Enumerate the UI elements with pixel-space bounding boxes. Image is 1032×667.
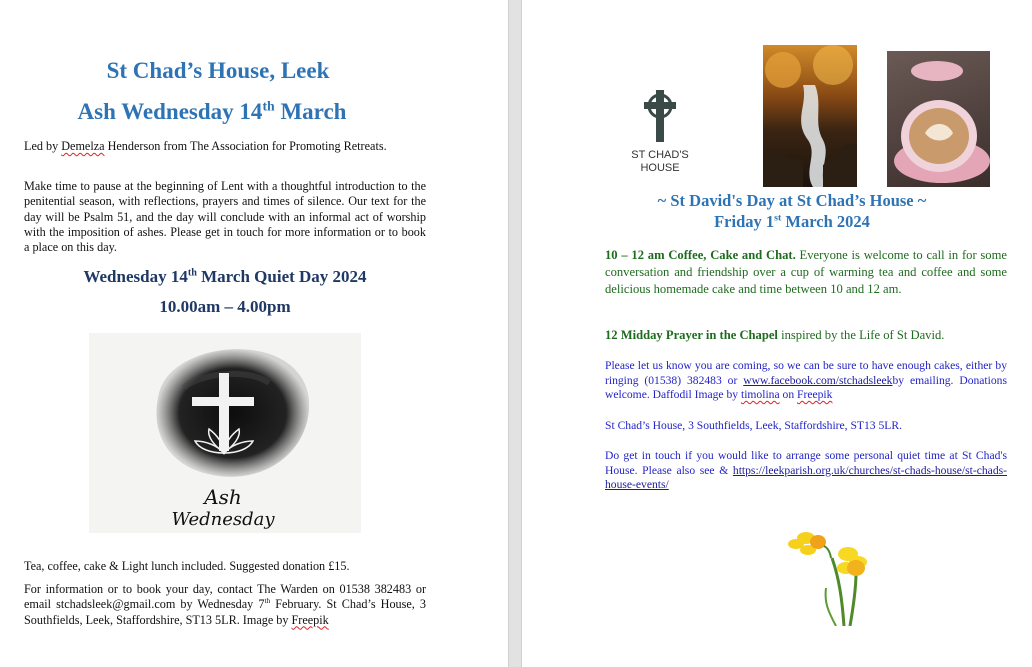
coffee-photo <box>887 51 990 187</box>
st-chads-logo <box>620 86 700 178</box>
quiet-day-time: 10.00am – 4.00pm <box>159 297 291 316</box>
waterfall-photo <box>763 45 857 187</box>
quiet-time-paragraph: Do get in touch if you would like to arrange some personal quiet time at St Chad's House. Please also see & https://leekparish.org.uk/churches/st-chads-house/st-chads-house-events/ <box>605 449 1007 491</box>
right-page <box>522 0 1032 667</box>
page-gutter <box>508 0 522 667</box>
left-title-line2: Ash Wednesday 14th March <box>77 98 347 124</box>
quiet-day-heading: Wednesday 14th March Quiet Day 2024 <box>83 267 367 286</box>
address-line: St Chad’s House, 3 Southfields, Leek, Staffordshire, ST13 5LR. <box>605 419 903 432</box>
left-title-line1: St Chad’s House, Leek <box>106 58 330 83</box>
facebook-link[interactable]: www.facebook.com/stchadsleek <box>743 373 893 387</box>
wednesday-text: Wednesday <box>171 509 275 530</box>
ash-wednesday-image <box>89 333 361 533</box>
contact-paragraph: Please let us know you are coming, so we can be sure to have enough cakes, either by ringing (01538) 382483 or www.facebook.com/stchadsleekby emailing. Donations welcome. Daffodil Image by timolina on Freepik <box>605 359 1007 401</box>
refreshments-line: Tea, coffee, cake & Light lunch included. Suggested donation £15. <box>24 559 350 573</box>
left-page <box>0 0 508 667</box>
booking-paragraph: For information or to book your day, contact The Warden on 01538 382483 or email stchadsleek@gmail.com by Wednesday 7th February. St Chad’s House, 3 Southfields, Leek, Staffordshire, ST13 5LR. Image by Freepik <box>24 582 426 627</box>
right-title-line1: ~ St David's Day at St Chad’s House ~ <box>657 191 927 210</box>
celtic-cross-icon <box>620 86 700 178</box>
ash-cross-illustration <box>89 333 361 533</box>
daffodil-image <box>784 518 884 626</box>
logo-text-line1: ST CHAD'S <box>631 149 689 161</box>
coffee-chat-paragraph: 10 – 12 am Coffee, Cake and Chat. Everyone is welcome to call in for some conversation and friendship over a cup of warming tea and coffee and some delicious homemade cake and time between 10 and 12 am. <box>605 248 1007 296</box>
ash-text: Ash <box>204 485 242 509</box>
logo-text-line2: HOUSE <box>640 162 680 174</box>
right-title-line2: Friday 1st March 2024 <box>714 212 870 231</box>
midday-prayer-paragraph: 12 Midday Prayer in the Chapel inspired by the Life of St David. <box>605 328 945 342</box>
leekparish-link[interactable]: https://leekparish.org.uk/churches/st-chads-house/st-chads-house-events/ <box>605 463 1007 491</box>
led-by-paragraph: Led by Demelza Henderson from The Association for Promoting Retreats. <box>24 139 387 153</box>
intro-paragraph: Make time to pause at the beginning of Lent with a thoughtful introduction to the penitential season, with reflections, prayers and times of silence. Our text for the day will be Psalm 51, and the day will conclude with an informal act of worship with the imposition of ashes. Please get in touch for more information or to book a place on this day. <box>24 179 426 255</box>
